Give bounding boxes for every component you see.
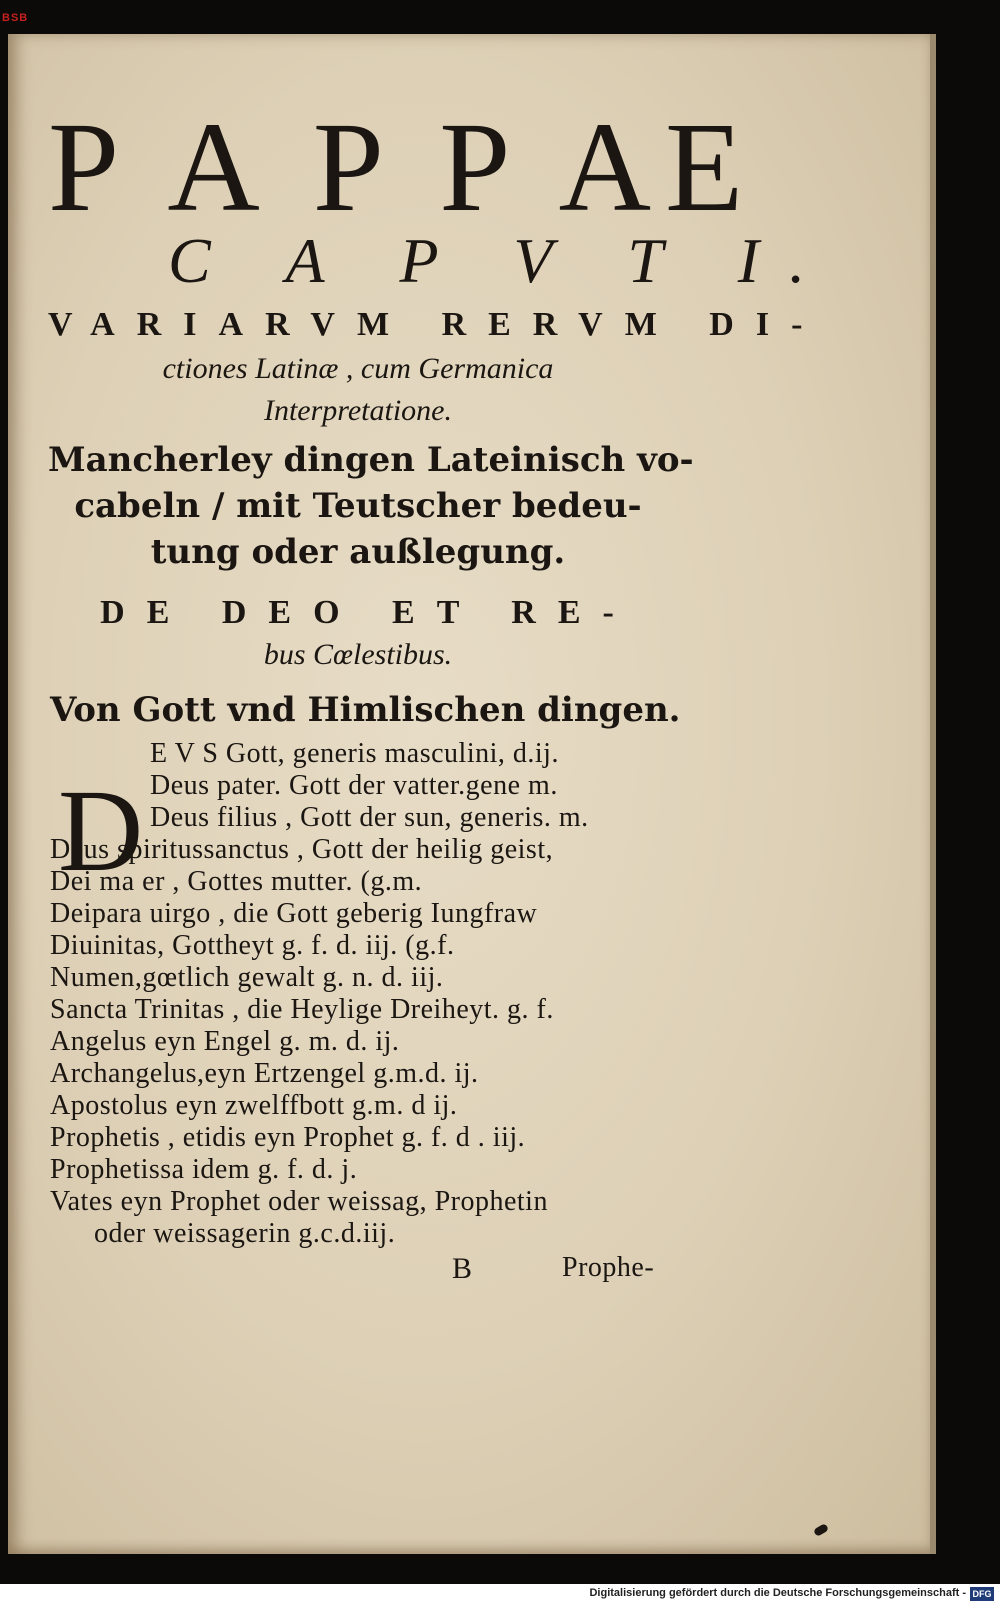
entry-line: Apostolus eyn zwelffbott g.m. d ij. [50, 1090, 458, 1121]
dfg-logo-icon: DFG [970, 1587, 994, 1601]
entry-line: Deus pater. Gott der vatter.gene m. [150, 770, 558, 801]
subsection-italic-line: bus Cœlestibus. [263, 638, 453, 671]
entry-line: oder weissagerin g.c.d.iij. [94, 1218, 396, 1249]
entry-line: E V S Gott, generis masculini, d.ij. [150, 738, 559, 769]
subsection-german-heading: Von Gott vnd Himlischen dingen. [50, 690, 681, 730]
german-heading-line: cabeln / mit Teutscher bedeu- [74, 486, 642, 526]
entry-line: Angelus eyn Engel g. m. d. ij. [50, 1026, 400, 1057]
entry-line: Prophetissa idem g. f. d. j. [50, 1154, 358, 1185]
german-heading-line: tung oder außlegung. [150, 532, 566, 572]
entry-line: Deipara uirgo , die Gott geberig Iungfraw [50, 898, 538, 929]
drop-cap: D [58, 765, 144, 896]
book-page [8, 34, 936, 1554]
entry-line: Prophetis , etidis eyn Prophet g. f. d . iij. [50, 1122, 526, 1153]
funding-credit: Digitalisierung gefördert durch die Deutsche Forschungsgemeinschaft - [589, 1587, 966, 1599]
german-heading-line: Mancherley dingen Lateinisch vo- [48, 440, 694, 480]
entry-line: Sancta Trinitas , die Heylige Dreiheyt. g. f. [50, 994, 554, 1025]
page-title: P A P P AE [48, 96, 758, 238]
entry-line: Numen,gœtlich gewalt g. n. d. iij. [50, 962, 444, 993]
section-caps-line: VARIARVM RERVM DI- [48, 306, 825, 343]
entry-line: Deus spiritussanctus , Gott der heilig geist, [50, 834, 554, 865]
section-italic-line: Interpretatione. [263, 394, 452, 427]
library-label: BSB [2, 12, 29, 24]
signature-mark: B [452, 1252, 473, 1285]
entry-line: Diuinitas, Gottheyt g. f. d. iij. (g.f. [50, 930, 455, 961]
section-italic-line: ctiones Latinæ , cum Germanica [162, 352, 554, 385]
entry-line: Dei ma er , Gottes mutter. (g.m. [50, 866, 423, 897]
entry-line: Vates eyn Prophet oder weissag, Prophetin [50, 1186, 548, 1217]
entry-line: Archangelus,eyn Ertzengel g.m.d. ij. [50, 1058, 479, 1089]
footer-bar [0, 1584, 1000, 1606]
entry-line: Deus filius , Gott der sun, generis. m. [150, 802, 589, 833]
catchword: Prophe- [562, 1252, 655, 1283]
chapter-heading: C A P V T I. [168, 225, 836, 296]
subsection-caps-line: DE DEO ET RE- [100, 594, 636, 631]
